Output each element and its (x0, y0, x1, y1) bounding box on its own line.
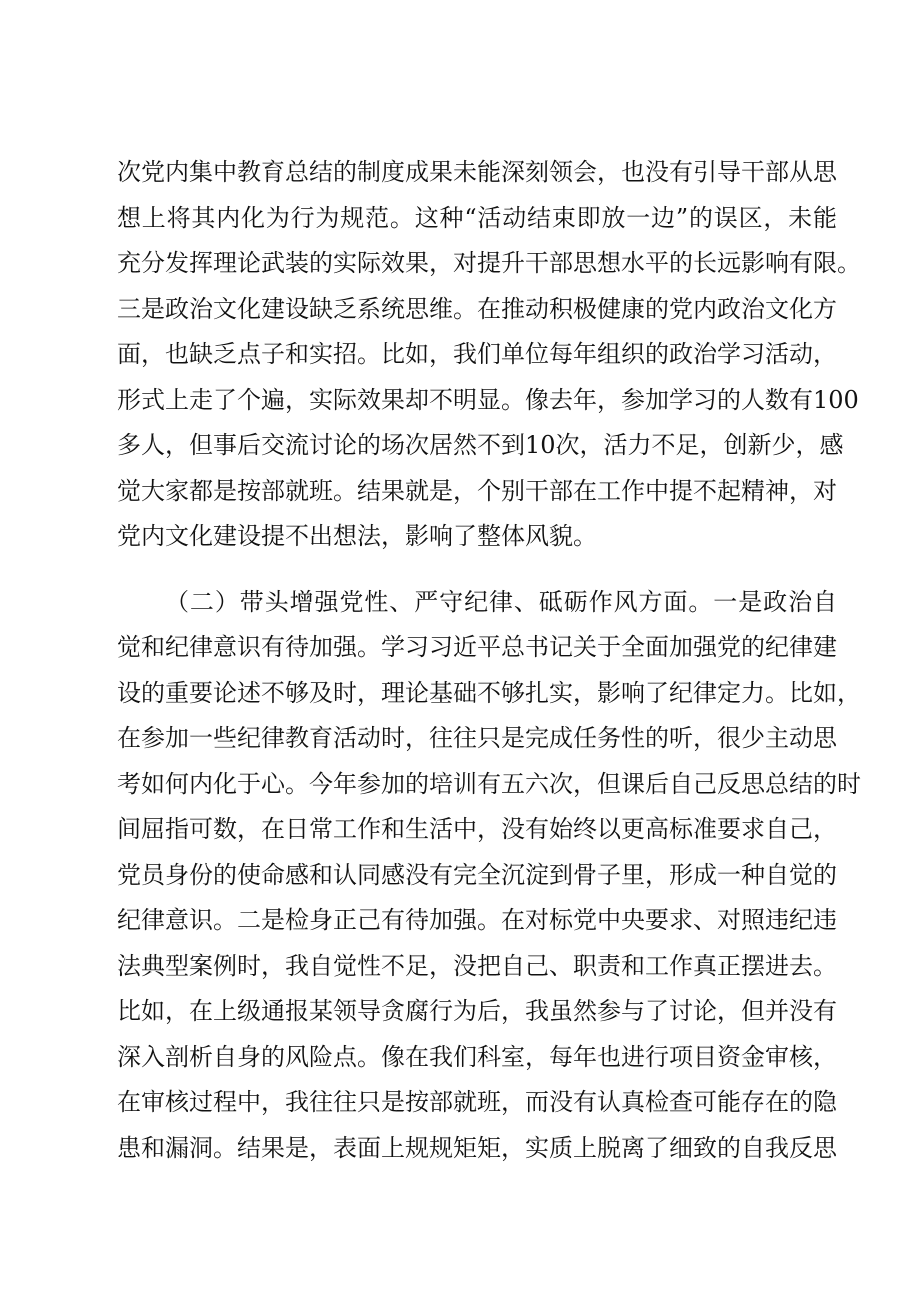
text-line: 法典型案例时，我自觉性不足，没把自己、职责和工作真正摆进去。 (117, 951, 837, 980)
text-line: 间屈指可数，在日常工作和生活中，没有始终以更高标准要求自己， (117, 815, 837, 843)
text-line: 考如何内化于心。今年参加的培训有五六次，但课后自己反思总结的时 (117, 769, 861, 798)
text-line: 想上将其内化为行为规范。这种“活动结束即放一边”的误区，未能 (117, 203, 837, 232)
text-line: （二）带头增强党性、严守纪律、砥砺作风方面。一是政治自 (165, 587, 837, 616)
text-line: 觉大家都是按部就班。结果就是，个别干部在工作中提不起精神，对 (117, 476, 837, 505)
text-line: 在审核过程中，我往往只是按部就班，而没有认真检查可能存在的隐 (117, 1088, 837, 1116)
paragraph-spacer (117, 560, 837, 580)
text-line: 纪律意识。二是检身正己有待加强。在对标党中央要求、对照违纪违 (117, 906, 837, 934)
text-line: 在参加一些纪律教育活动时，往往只是完成任务性的听，很少主动思 (117, 724, 837, 752)
paragraph-1 (117, 150, 861, 560)
text-line: 觉和纪律意识有待加强。学习习近平总书记关于全面加强党的纪律建 (117, 633, 837, 661)
text-line: 党员身份的使命感和认同感没有完全沉淀到骨子里，形成一种自觉的 (117, 860, 837, 889)
text-line: 次党内集中教育总结的制度成果未能深刻领会，也没有引导干部从思 (117, 158, 837, 186)
text-line: 三是政治文化建设缺乏系统思维。在推动积极健康的党内政治文化方 (117, 294, 837, 323)
text-line: 比如，在上级通报某领导贪腐行为后，我虽然参与了讨论，但并没有 (117, 997, 837, 1025)
text-line: 党内文化建设提不出想法，影响了整体风貌。 (117, 522, 597, 550)
text-line: 多人，但事后交流讨论的场次居然不到10次，活力不足，创新少，感 (117, 431, 844, 459)
paragraph-2 (117, 580, 861, 1172)
text-line: 设的重要论述不够及时，理论基础不够扎实，影响了纪律定力。比如， (117, 678, 861, 707)
document-body (117, 150, 861, 1171)
text-line: 面，也缺乏点子和实招。比如，我们单位每年组织的政治学习活动， (117, 340, 837, 368)
text-line: 形式上走了个遍，实际效果却不明显。像去年，参加学习的人数有100 (117, 385, 859, 414)
text-line: 患和漏洞。结果是，表面上规规矩矩，实质上脱离了细致的自我反思 (117, 1133, 837, 1162)
text-line: 深入剖析自身的风险点。像在我们科室，每年也进行项目资金审核， (117, 1042, 837, 1071)
text-line: 充分发挥理论武装的实际效果，对提升干部思想水平的长远影响有限。 (117, 249, 861, 277)
